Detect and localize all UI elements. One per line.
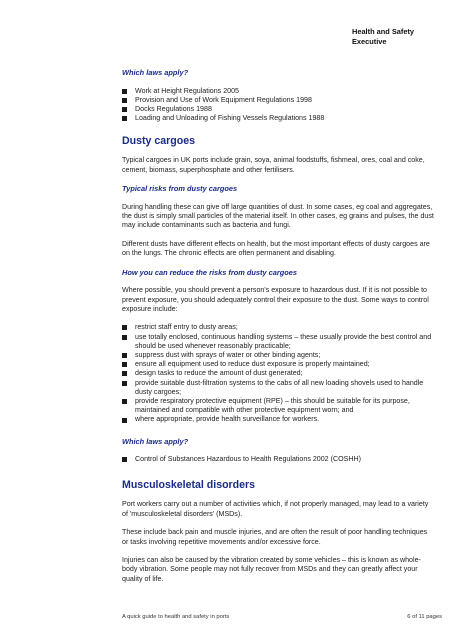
risks-paragraph-2: Different dusts have different effects on health, but the most important effects of dusty cargoes are on the lungs. The chronic effects are often permanent and disabling. bbox=[122, 239, 430, 258]
list-item: Control of Substances Hazardous to Health Regulations 2002 (COSHH) bbox=[122, 455, 434, 464]
list-item: Provision and Use of Work Equipment Regulations 1998 bbox=[122, 96, 434, 105]
risks-heading: Typical risks from dusty cargoes bbox=[122, 184, 238, 194]
risks-paragraph-1: During handling these can give off large quantities of dust. In some cases, eg coal and aggregates, the dust is simply small particles of the material itself. In other cases, eg grains and pulses, the dust may include contaminants such as bacteria and fungi. bbox=[122, 202, 434, 230]
msd-paragraph-2: These include back pain and muscle injuries, and are often the result of poor handling techniques or tasks involving repetitive movements and/or excessive force. bbox=[122, 528, 428, 546]
list-item: where appropriate, provide health surveillance for workers. bbox=[122, 415, 434, 424]
brand-line-2: Executive bbox=[352, 36, 387, 46]
main-content bbox=[122, 68, 434, 593]
bullet-square-icon bbox=[122, 107, 127, 112]
dusty-intro: Typical cargoes in UK ports include grain, soya, animal foodstuffs, fishmeal, ores, coal and coke, cement, biomass, superphosphate and other fertilisers. bbox=[122, 156, 425, 174]
list-item: Loading and Unloading of Fishing Vessels Regulations 1988 bbox=[122, 114, 434, 123]
bullet-square-icon bbox=[122, 335, 127, 340]
hse-brand bbox=[352, 27, 442, 46]
laws-heading: Which laws apply? bbox=[122, 68, 189, 77]
msd-title: Musculoskeletal disorders bbox=[122, 479, 256, 492]
bullet-square-icon bbox=[122, 399, 127, 404]
bullet-square-icon bbox=[122, 371, 127, 376]
page-footer bbox=[122, 614, 442, 620]
reduce-paragraph: Where possible, you should prevent a person's exposure to hazardous dust. If it is not possible to prevent exposure, you should adequately control their exposure to the dust. Some ways to control exposure include: bbox=[122, 286, 429, 313]
list-item: ensure all equipment used to reduce dust exposure is properly maintained; bbox=[122, 360, 434, 369]
coshh-laws-list bbox=[122, 455, 434, 464]
footer-title: A quick guide to health and safety in ports bbox=[122, 614, 230, 620]
msd-paragraph-1: Port workers carry out a number of activities which, if not properly managed, may lead to a variety of 'musculoskeletal disorders' (MSDs). bbox=[122, 500, 429, 518]
list-item: Work at Height Regulations 2005 bbox=[122, 87, 434, 96]
bullet-square-icon bbox=[122, 353, 127, 358]
bullet-square-icon bbox=[122, 457, 127, 462]
page-number: 6 of 11 pages bbox=[407, 614, 442, 620]
list-item: provide suitable dust-filtration systems to the cabs of all new loading shovels used to handle dusty cargoes; bbox=[122, 379, 434, 397]
bullet-square-icon bbox=[122, 418, 127, 423]
list-item: Docks Regulations 1988 bbox=[122, 105, 434, 114]
reduce-heading: How you can reduce the risks from dusty cargoes bbox=[122, 267, 297, 277]
bullet-square-icon bbox=[122, 325, 127, 330]
laws-list bbox=[122, 87, 434, 124]
bullet-square-icon bbox=[122, 381, 127, 386]
list-item: suppress dust with sprays of water or other binding agents; bbox=[122, 351, 434, 360]
list-item: design tasks to reduce the amount of dust generated; bbox=[122, 369, 434, 378]
coshh-laws-heading: Which laws apply? bbox=[122, 436, 189, 446]
list-item: provide respiratory protective equipment (RPE) – this should be suitable for its purpose, maintained and compatible with other protective equipment worn; and bbox=[122, 397, 434, 415]
bullet-square-icon bbox=[122, 89, 127, 94]
dusty-cargoes-title: Dusty cargoes bbox=[122, 135, 196, 148]
list-item: use totally enclosed, continuous handling systems – these usually provide the best control and should be used whenever reasonably practicable; bbox=[122, 333, 434, 351]
brand-line-1: Health and Safety bbox=[352, 27, 415, 36]
list-item: restrict staff entry to dusty areas; bbox=[122, 323, 434, 332]
bullet-square-icon bbox=[122, 362, 127, 367]
msd-paragraph-3: Injuries can also be caused by the vibration created by some vehicles – this is known as whole-body vibration. Some people may not fully recover from MSDs and they can greatly affect your quality of life. bbox=[122, 555, 421, 583]
reduce-list bbox=[122, 323, 434, 424]
bullet-square-icon bbox=[122, 98, 127, 103]
bullet-square-icon bbox=[122, 116, 127, 121]
